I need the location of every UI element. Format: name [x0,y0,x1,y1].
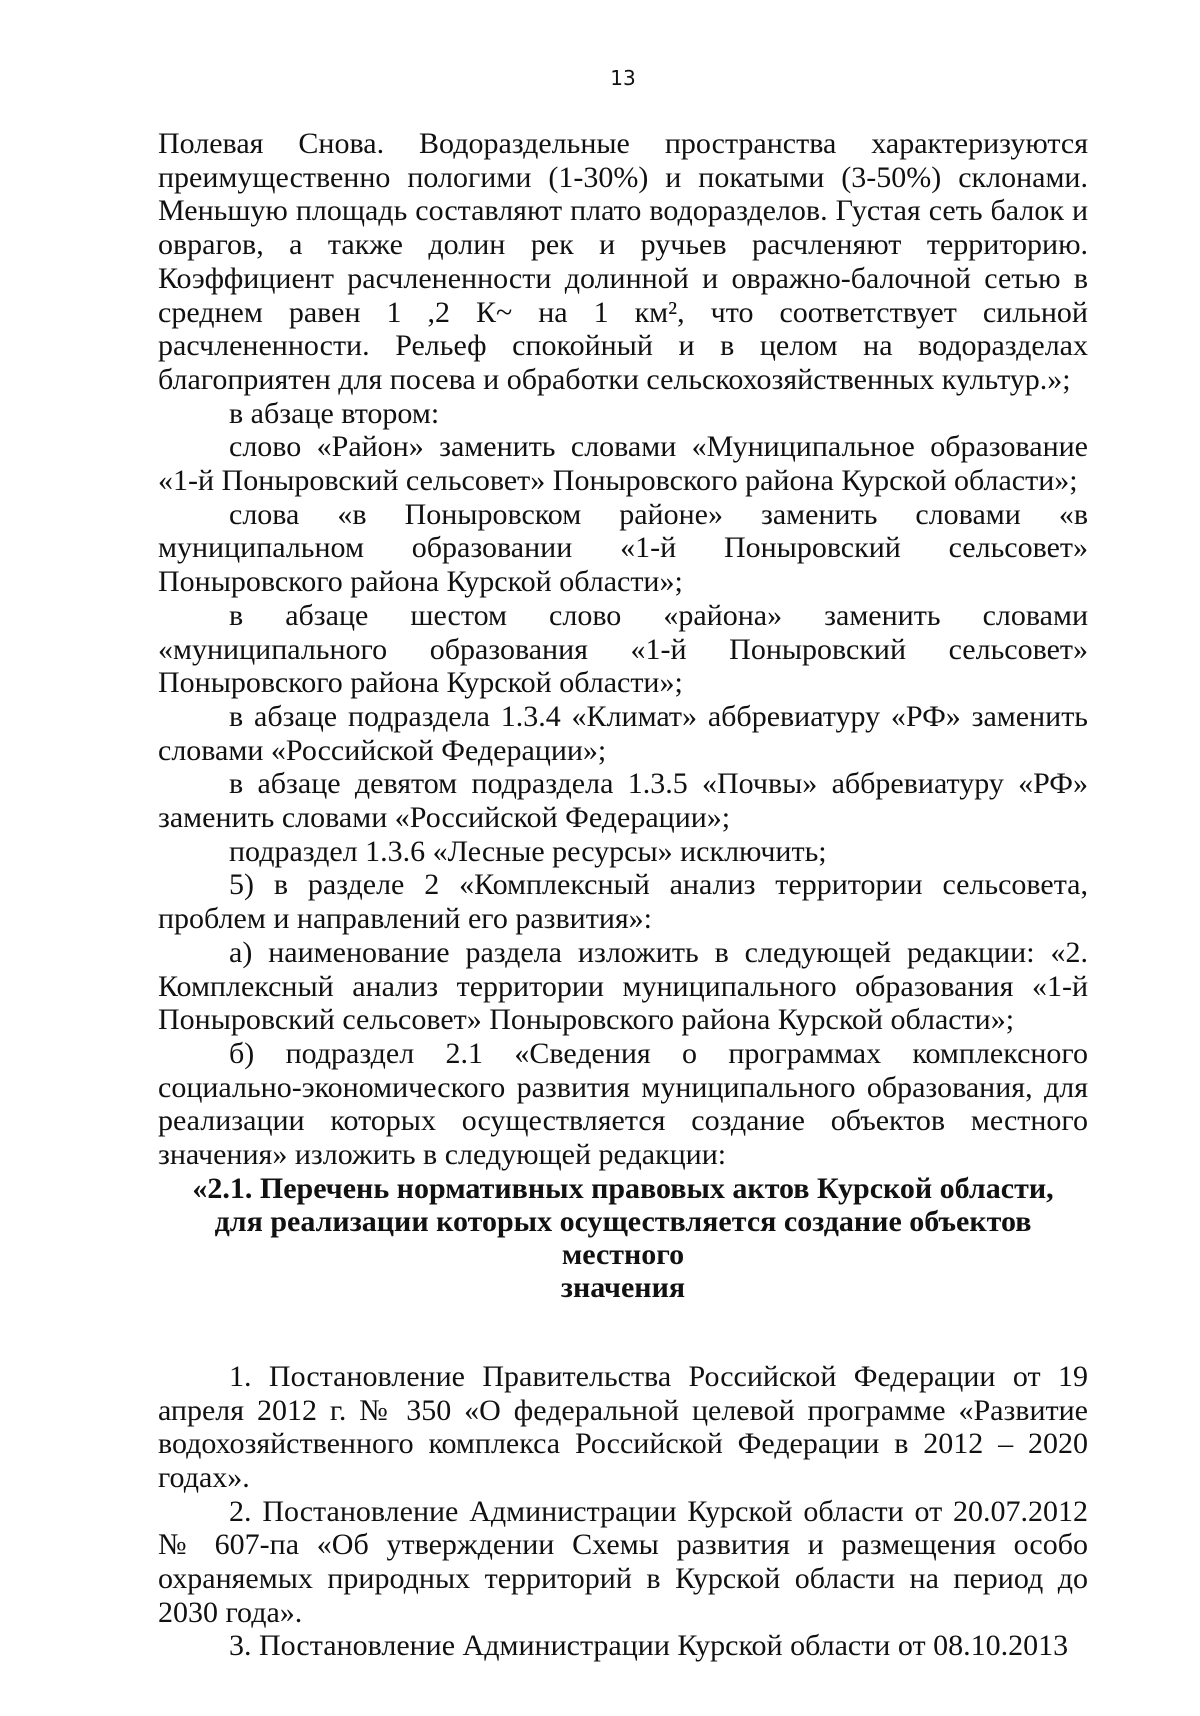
paragraph-forest: подраздел 1.3.6 «Лесные ресурсы» исключить; [229,834,827,868]
section-heading-line-2: для реализации которых осуществляется создание объектов местного [214,1204,1032,1271]
paragraph-word-rayon: слово «Район» заменить словами «Муниципальное образование «1-й Поныровский сельсовет» Поныровского района Курской области»; [158,430,1088,498]
paragraph-soils: в абзаце девятом подраздела 1.3.5 «Почвы» аббревиатуру «РФ» заменить словами «Российской Федерации»; [158,767,1088,835]
section-heading-line-3: значения [560,1270,686,1304]
paragraph-section-name: а) наименование раздела изложить в следующей редакции: «2. Комплексный анализ территории муниципального образования «1-й Поныровский сельсовет» Поныровского района Курской области»; [158,935,1088,1037]
paragraph-climate: в абзаце подраздела 1.3.4 «Климат» аббревиатуру «РФ» заменить словами «Российской Федерации»; [158,699,1088,767]
heading-spacer [158,1304,1088,1360]
paragraph-second-abzac: в абзаце втором: [229,396,440,430]
paragraph-subsection-2-1: б) подраздел 2.1 «Сведения о программах комплексного социально-экономического развития муниципального образования, для реализации которых осуществляется создание объектов местного значения» изложить в следующей редакции: [158,1036,1088,1172]
list-item-3: 3. Постановление Администрации Курской области от 08.10.2013 [229,1629,1069,1663]
paragraph-sixth-abzac: в абзаце шестом слово «района» заменить словами «муниципального образования «1-й Поныровский сельсовет» Поныровского района Курской области»; [158,598,1088,700]
paragraph-words-ponyrovsky: слова «в Поныровском районе» заменить словами «в муниципальном образовании «1-й Поныровский сельсовет» Поныровского района Курской области»; [158,497,1088,599]
document-page [158,0,1088,1716]
list-item-1: 1. Постановление Правительства Российской Федерации от 19 апреля 2012 г. № 350 «О федеральной целевой программе «Развитие водохозяйственного комплекса Российской Федерации в 2012 – 2020 годах». [158,1359,1088,1494]
section-heading [158,1172,1088,1304]
section-heading-line-1: «2.1. Перечень нормативных правовых актов Курской области, [192,1171,1054,1205]
paragraph-section-2: 5) в разделе 2 «Комплексный анализ территории сельсовета, проблем и направлений его развития»: [158,868,1088,936]
document-body [158,127,1088,1663]
page-number: 13 [610,66,636,90]
list-item-2: 2. Постановление Администрации Курской области от 20.07.2012 № 607-па «Об утверждении Схемы развития и размещения особо охраняемых природных территорий в Курской области на период до 2030 года». [158,1494,1088,1629]
paragraph-relief: Полевая Снова. Водораздельные пространства характеризуются преимущественно пологими (1-30%) и покатыми (3-50%) склонами. Меньшую площадь составляют плато водоразделов. Густая сеть балок и оврагов, а также долин рек и ручьев расчленяют территорию. Коэффициент расчлененности долинной и овражно-балочной сетью в среднем равен 1 ,2 К~ на 1 км², что соответствует сильной расчлененности. Рельеф спокойный и в целом на водоразделах благоприятен для посева и обработки сельскохозяйственных культур.»; [158,127,1088,396]
